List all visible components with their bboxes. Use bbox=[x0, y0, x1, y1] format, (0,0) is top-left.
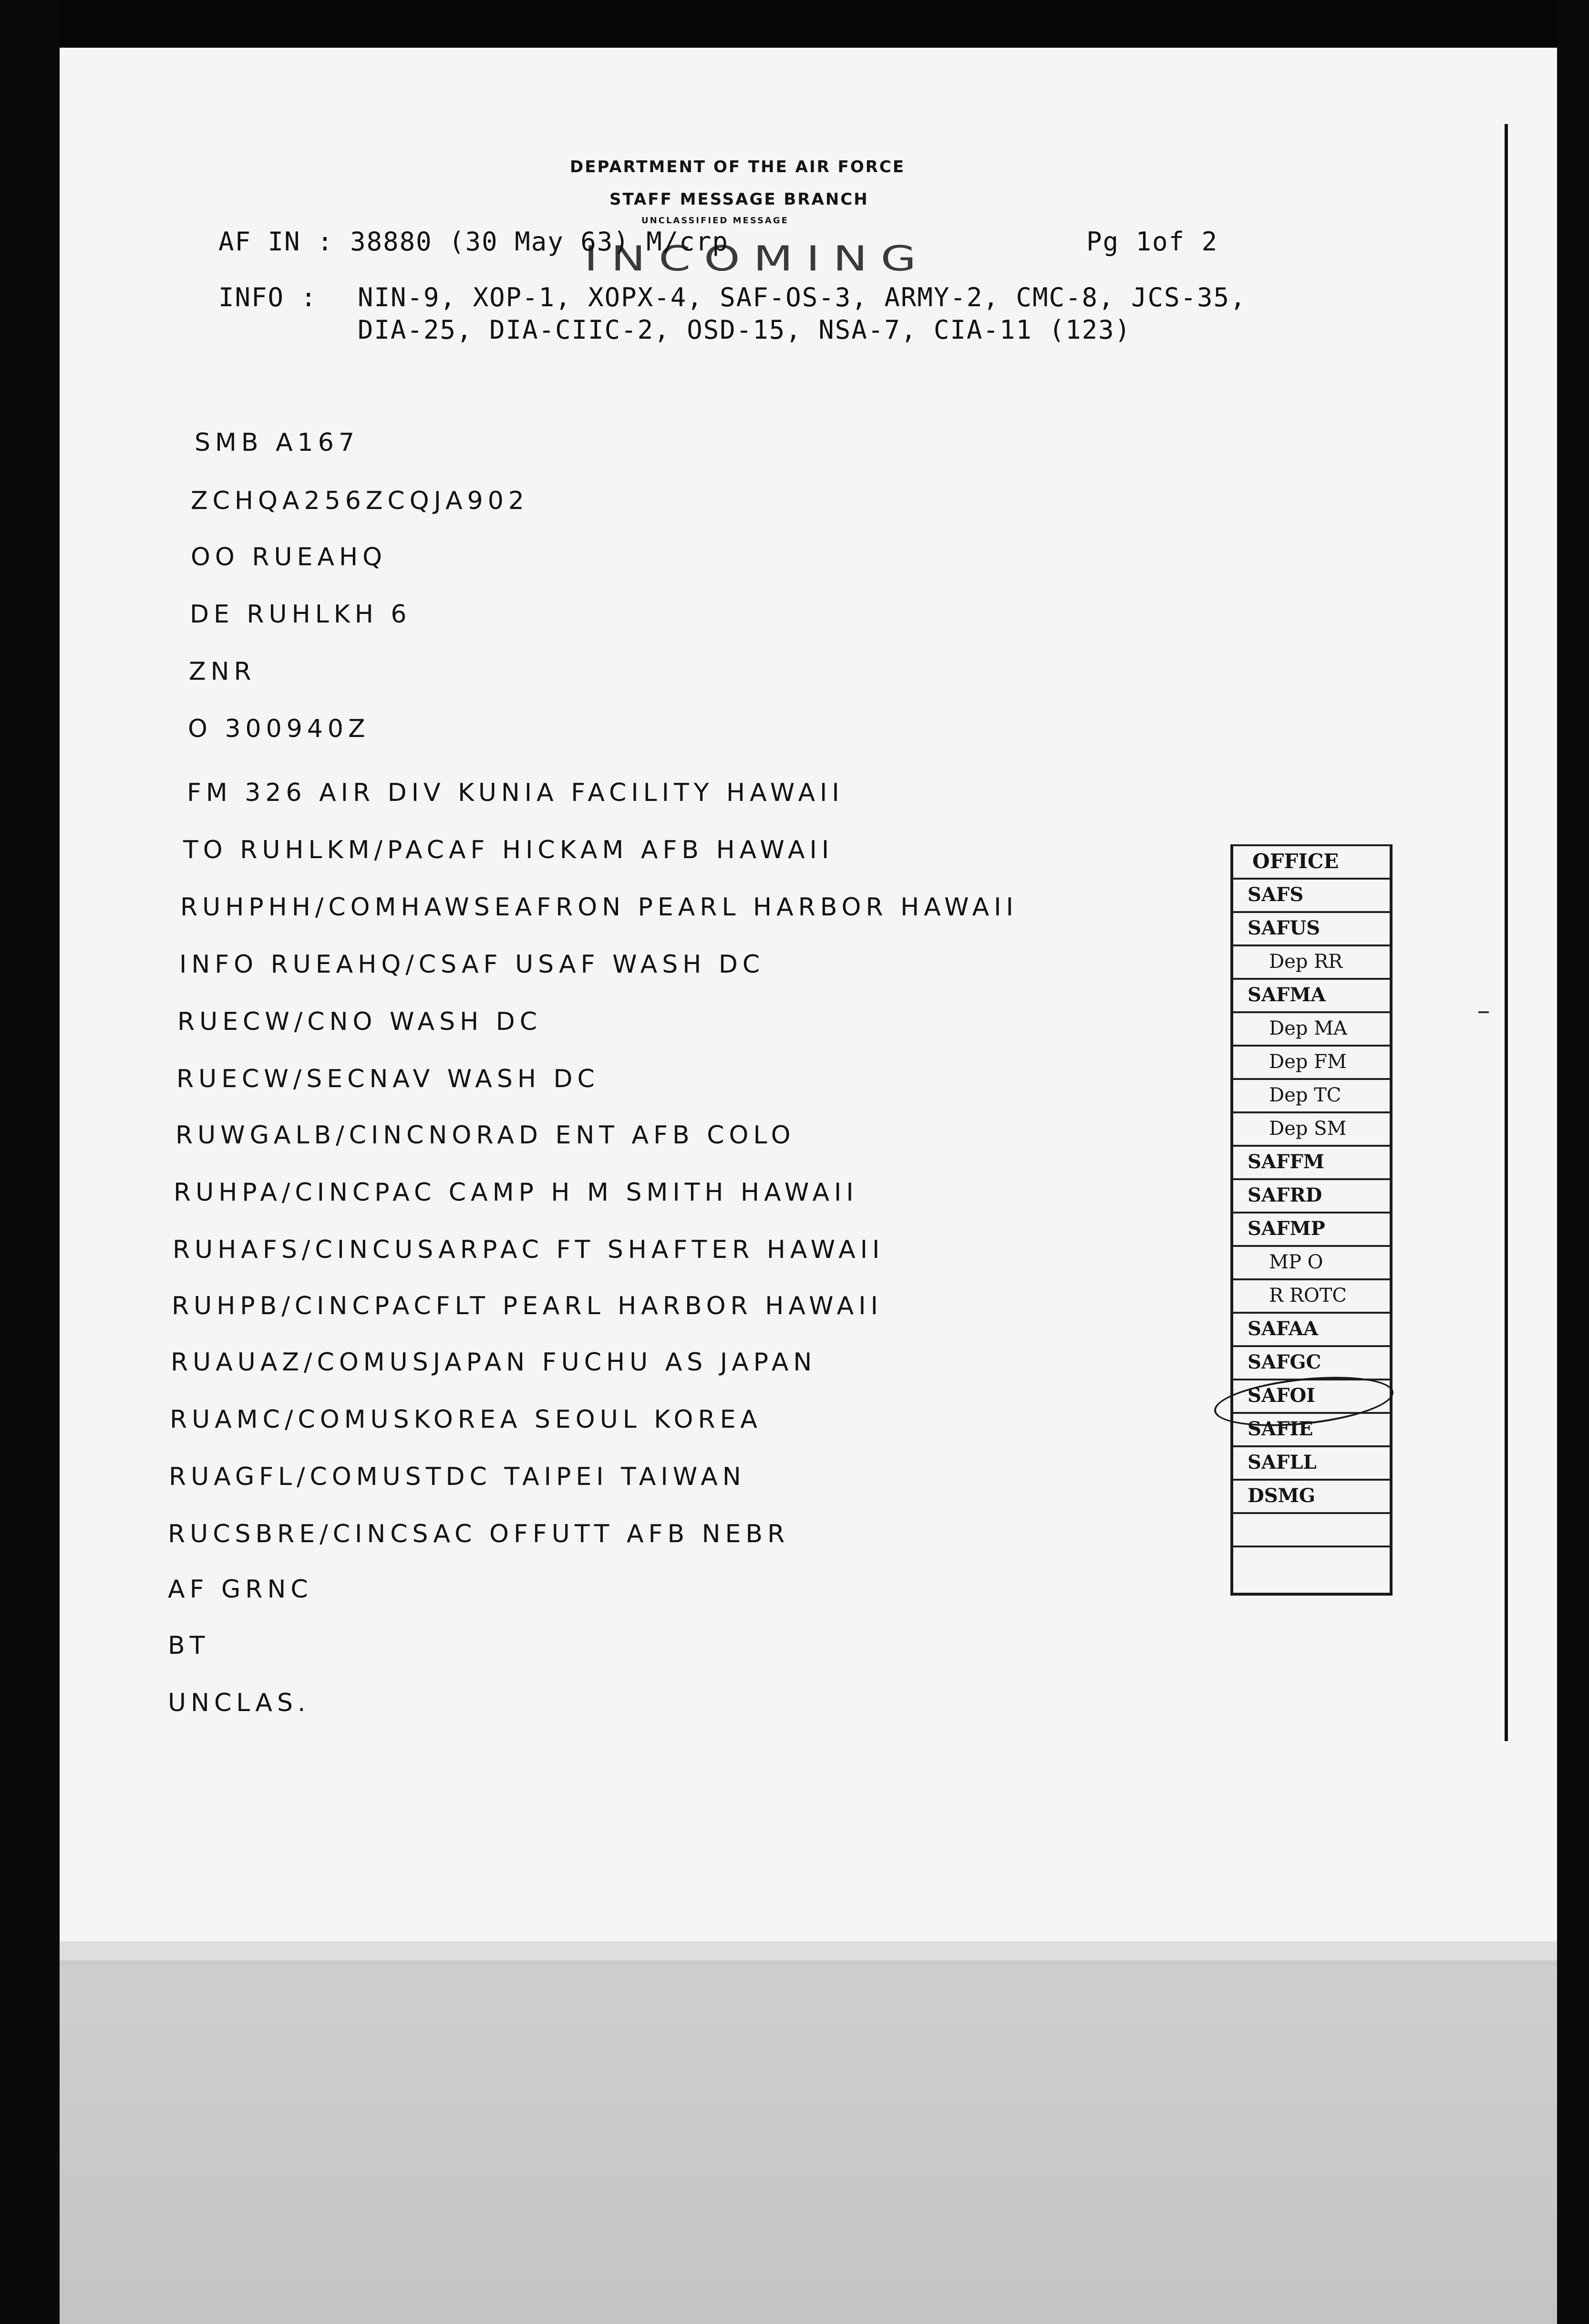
message-line: AF GRNC bbox=[168, 1575, 313, 1604]
info-label: INFO : bbox=[218, 282, 318, 312]
message-line: O 300940Z bbox=[188, 715, 370, 743]
routing-blank-row bbox=[1233, 1546, 1390, 1579]
routing-office: Dep MA bbox=[1233, 1011, 1390, 1045]
message-line: FM 326 AIR DIV KUNIA FACILITY HAWAII bbox=[187, 778, 844, 807]
page-indicator: Pg 1of 2 bbox=[1086, 227, 1218, 257]
classification-label: UNCLASSIFIED MESSAGE bbox=[641, 216, 789, 226]
message-line: OO RUEAHQ bbox=[191, 543, 387, 571]
message-line: RUAGFL/COMUSTDC TAIPEI TAIWAN bbox=[169, 1463, 746, 1491]
routing-office: R ROTC bbox=[1233, 1278, 1390, 1312]
routing-office: SAFMA bbox=[1233, 978, 1390, 1011]
routing-office: Dep SM bbox=[1233, 1111, 1390, 1145]
message-line: RUHPHH/COMHAWSEAFRON PEARL HARBOR HAWAII bbox=[180, 893, 1018, 922]
routing-office: SAFUS bbox=[1233, 911, 1390, 944]
branch-heading: STAFF MESSAGE BRANCH bbox=[609, 190, 869, 209]
routing-box bbox=[1230, 844, 1393, 1596]
message-line: RUHPA/CINCPAC CAMP H M SMITH HAWAII bbox=[174, 1178, 858, 1207]
message-line: RUAMC/COMUSKOREA SEOUL KOREA bbox=[170, 1405, 762, 1434]
message-line: SMB A167 bbox=[195, 428, 359, 457]
routing-office: SAFAA bbox=[1233, 1312, 1390, 1345]
message-line: UNCLAS. bbox=[168, 1689, 310, 1717]
message-line: ZNR bbox=[189, 657, 256, 686]
routing-office: Dep FM bbox=[1233, 1045, 1390, 1078]
routing-office: SAFGC bbox=[1233, 1345, 1390, 1379]
message-line: RUHPB/CINCPACFLT PEARL HARBOR HAWAII bbox=[172, 1292, 883, 1320]
message-line: RUWGALB/CINCNORAD ENT AFB COLO bbox=[175, 1121, 795, 1150]
routing-office: SAFRD bbox=[1233, 1178, 1390, 1212]
incoming-stamp: INCOMING bbox=[584, 239, 930, 279]
message-line: INFO RUEAHQ/CSAF USAF WASH DC bbox=[179, 950, 765, 979]
routing-header: OFFICE bbox=[1233, 844, 1390, 878]
routing-office: MP O bbox=[1233, 1245, 1390, 1278]
scan-lower-margin bbox=[60, 1965, 1557, 2324]
routing-office: Dep TC bbox=[1233, 1078, 1390, 1111]
routing-office: Dep RR bbox=[1233, 944, 1390, 978]
routing-office: SAFFM bbox=[1233, 1145, 1390, 1178]
message-line: DE RUHLKH 6 bbox=[190, 600, 412, 629]
routing-office: DSMG bbox=[1233, 1479, 1390, 1512]
info-distribution-line1: NIN-9, XOP-1, XOPX-4, SAF-OS-3, ARMY-2, CMC-8, JCS-35, bbox=[358, 282, 1247, 312]
routing-office-circled: SAFOI bbox=[1233, 1379, 1390, 1412]
message-line: TO RUHLKM/PACAF HICKAM AFB HAWAII bbox=[183, 836, 834, 864]
film-border-left bbox=[0, 0, 60, 2324]
af-in-line: AF IN : 38880 (30 May 63) M/crp bbox=[218, 227, 729, 257]
right-edge-rule bbox=[1505, 124, 1508, 1741]
routing-office: SAFS bbox=[1233, 878, 1390, 911]
pen-mark bbox=[1478, 1011, 1489, 1013]
message-line: BT bbox=[168, 1631, 210, 1660]
message-line: RUCSBRE/CINCSAC OFFUTT AFB NEBR bbox=[168, 1520, 790, 1548]
message-line: RUECW/SECNAV WASH DC bbox=[176, 1065, 599, 1093]
department-heading: DEPARTMENT OF THE AIR FORCE bbox=[570, 157, 906, 176]
film-border-right bbox=[1557, 0, 1589, 2324]
routing-office: SAFIE bbox=[1233, 1412, 1390, 1445]
sheet-bottom-edge bbox=[60, 1941, 1557, 1961]
routing-office: SAFLL bbox=[1233, 1445, 1390, 1479]
message-line: ZCHQA256ZCQJA902 bbox=[191, 487, 529, 515]
info-distribution-line2: DIA-25, DIA-CIIC-2, OSD-15, NSA-7, CIA-11 (123) bbox=[358, 315, 1132, 345]
message-line: RUHAFS/CINCUSARPAC FT SHAFTER HAWAII bbox=[173, 1235, 885, 1264]
routing-blank-row bbox=[1233, 1512, 1390, 1546]
routing-office: SAFMP bbox=[1233, 1212, 1390, 1245]
message-line: RUECW/CNO WASH DC bbox=[177, 1007, 542, 1036]
film-border-top bbox=[0, 0, 1589, 48]
message-line: RUAUAZ/COMUSJAPAN FUCHU AS JAPAN bbox=[171, 1348, 817, 1377]
